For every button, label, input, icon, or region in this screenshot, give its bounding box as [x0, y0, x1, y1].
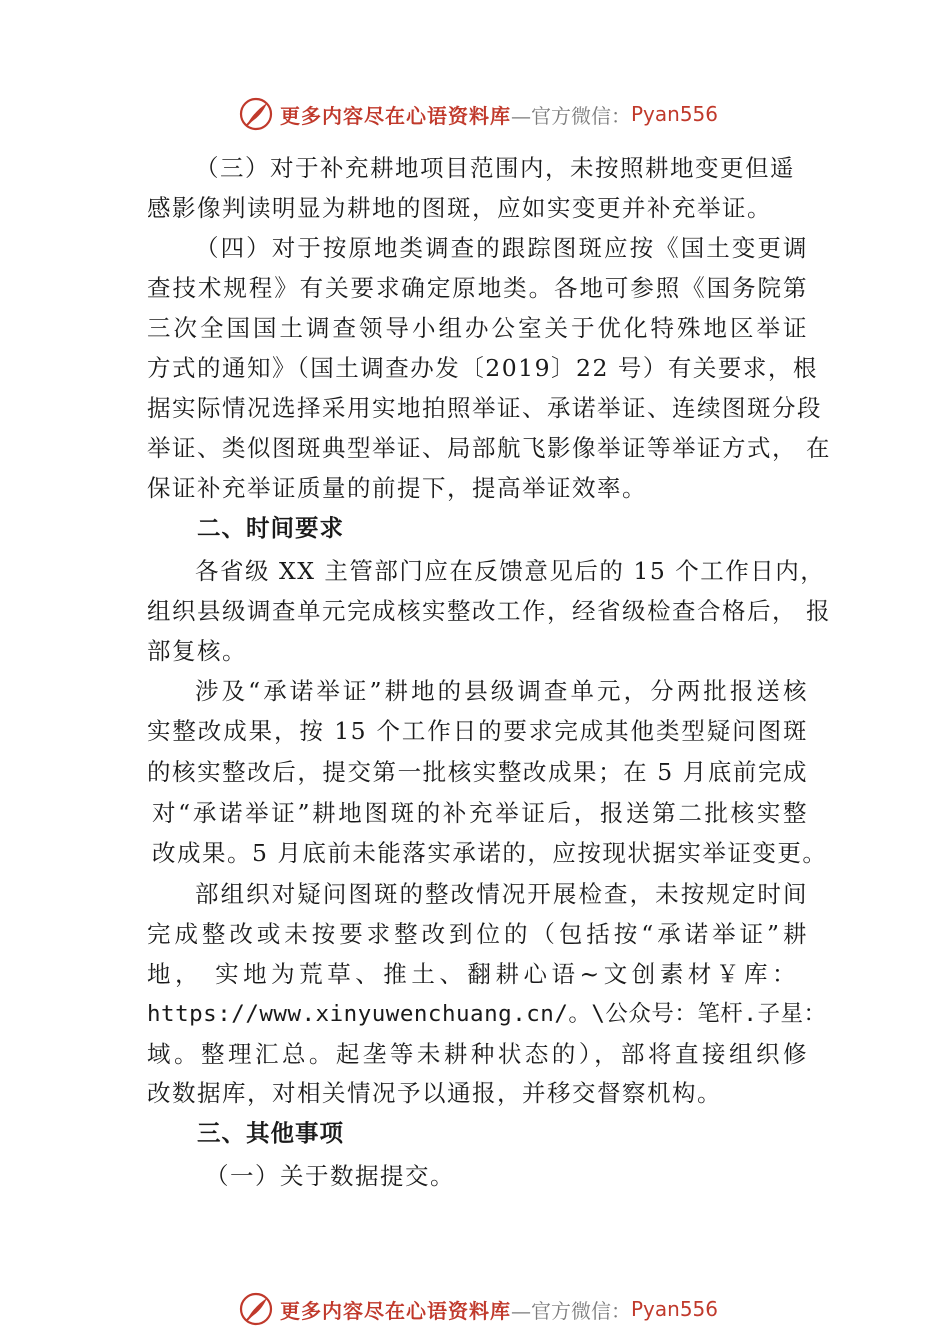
- section-heading-time-requirements: 二、时间要求: [197, 514, 344, 542]
- footer-banner: [238, 1290, 718, 1328]
- paragraph-line: （三）对于补充耕地项目范围内，未按照耕地变更但遥: [195, 154, 795, 182]
- quill-logo-icon: [238, 1291, 274, 1327]
- banner-title: 更多内容尽在心语资料库: [280, 1298, 511, 1323]
- banner-subtitle: —官方微信：: [511, 103, 631, 128]
- subsection-heading-data-submission: （一）关于数据提交。: [205, 1162, 455, 1190]
- paragraph-line: 实整改成果，按 15 个工作日的要求完成其他类型疑问图斑: [147, 717, 808, 745]
- banner-wechat-handle: Pyan556: [631, 102, 719, 126]
- banner-wechat-handle: Pyan556: [631, 1297, 719, 1321]
- paragraph-line: 的核实整改后，提交第一批核实整改成果；在 5 月底前完成: [147, 758, 808, 786]
- paragraph-line: 举证、类似图斑典型举证、局部航飞影像举证等举证方式， 在: [147, 434, 831, 462]
- section-heading-other-matters: 三、其他事项: [197, 1119, 344, 1147]
- header-banner: [238, 95, 718, 133]
- paragraph-line-url: https://www.xinyuwenchuang.cn/。\公众号：笔杆.子星：: [147, 1001, 827, 1027]
- paragraph-line: 涉及“承诺举证”耕地的县级调查单元，分两批报送核: [195, 677, 808, 705]
- banner-title: 更多内容尽在心语资料库: [280, 103, 511, 128]
- paragraph-line: （四）对于按原地类调查的跟踪图斑应按《国土变更调: [195, 234, 808, 262]
- paragraph-line: 地， 实地为荒草、推土、翻耕心语~文创素材￥库：: [147, 960, 797, 988]
- paragraph-line: 感影像判读明显为耕地的图斑，应如实变更并补充举证。: [147, 194, 772, 222]
- paragraph-line: 查技术规程》有关要求确定原地类。各地可参照《国务院第: [147, 274, 808, 302]
- quill-logo-icon: [238, 96, 274, 132]
- paragraph-line: 改数据库，对相关情况予以通报，并移交督察机构。: [147, 1079, 722, 1107]
- paragraph-line: 部复核。: [147, 637, 247, 665]
- paragraph-line: 改成果。5 月底前未能落实承诺的，应按现状据实举证变更。: [152, 839, 828, 867]
- paragraph-line: 部组织对疑问图斑的整改情况开展检查，未按规定时间: [195, 880, 808, 908]
- paragraph-line: 域。整理汇总。起垄等未耕种状态的），部将直接组织修: [147, 1040, 808, 1068]
- paragraph-line: 各省级 XX 主管部门应在反馈意见后的 15 个工作日内，: [195, 557, 826, 585]
- paragraph-line: 完成整改或未按要求整改到位的（包括按“承诺举证”耕: [147, 920, 808, 948]
- paragraph-line: 三次全国国土调查领导小组办公室关于优化特殊地区举证: [147, 314, 808, 342]
- paragraph-line: 对“承诺举证”耕地图斑的补充举证后，报送第二批核实整: [152, 799, 808, 827]
- paragraph-line: 据实际情况选择采用实地拍照举证、承诺举证、连续图斑分段: [147, 394, 822, 422]
- paragraph-line: 方式的通知》（国土调查办发〔2019〕22 号）有关要求，根: [147, 354, 818, 382]
- paragraph-line: 保证补充举证质量的前提下，提高举证效率。: [147, 474, 647, 502]
- paragraph-line: 组织县级调查单元完成核实整改工作，经省级检查合格后， 报: [147, 597, 831, 625]
- banner-subtitle: —官方微信：: [511, 1298, 631, 1323]
